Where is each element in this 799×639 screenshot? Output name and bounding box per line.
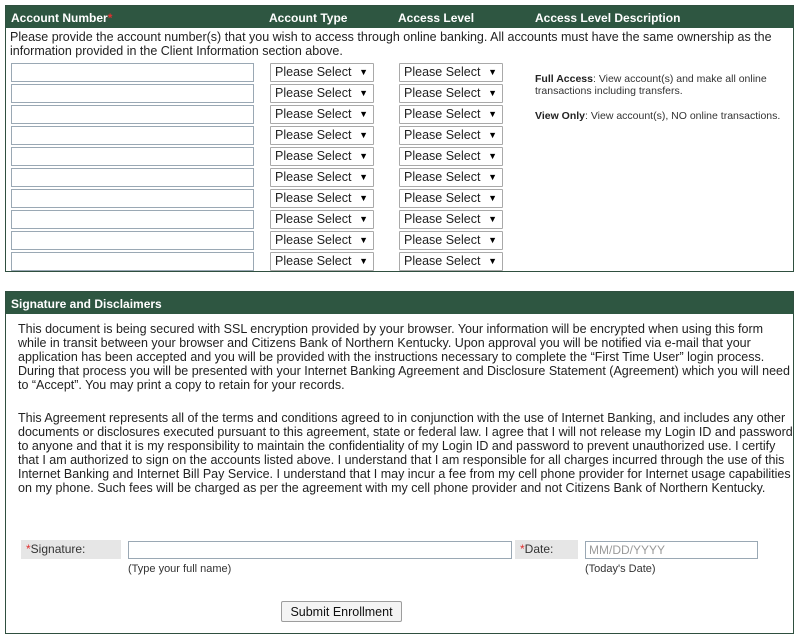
account-panel: [5, 5, 794, 272]
access-level-select[interactable]: Please Select ▼: [399, 105, 503, 124]
caret-down-icon: ▼: [359, 214, 368, 224]
account-instructions: Please provide the account number(s) that you wish to access through online banking. All accounts must have the same ownership as the information provided in the Client Information section above.: [10, 30, 772, 58]
submit-enrollment-button[interactable]: Submit Enrollment: [281, 601, 402, 622]
access-level-select[interactable]: Please Select ▼: [399, 252, 503, 271]
signature-input[interactable]: [128, 541, 512, 559]
account-number-input[interactable]: [11, 252, 254, 271]
account-type-select[interactable]: Please Select ▼: [270, 252, 374, 271]
caret-down-icon: ▼: [488, 109, 497, 119]
view-only-term: View Only: [535, 110, 585, 122]
caret-down-icon: ▼: [359, 151, 368, 161]
account-number-input[interactable]: [11, 126, 254, 145]
header-account-number: Account Number*: [11, 11, 113, 25]
account-row: [6, 231, 506, 250]
account-number-input[interactable]: [11, 210, 254, 229]
agreement-paragraph: This Agreement represents all of the terms and conditions agreed to in conjunction with the use of Internet Banking, and includes any other documents or disclosures executed pursuant to this agreement, state or federal law. I agree that I will not release my Login ID and password to anyone and that it is my responsibility to maintain the confidentiality of my Login ID and password to prevent unauthorized use. I certify that I am authorized to sign on the accounts listed above. I understand that I am responsible for all charges incurred through the use of this Internet Banking and Internet Bill Pay Service. I understand that I may incur a fee from my cell phone provider for Internet usage capabilities on my phone. Such fees will be charged as per the agreement with my cell phone provider and not Citizens Bank of Northern Kentucky.: [18, 411, 793, 495]
signature-label: *Signature:: [21, 540, 121, 559]
account-number-input[interactable]: [11, 105, 254, 124]
caret-down-icon: ▼: [488, 193, 497, 203]
access-level-select[interactable]: Please Select ▼: [399, 126, 503, 145]
signature-panel: [5, 291, 794, 634]
signature-panel-header: [6, 292, 793, 314]
access-level-select[interactable]: Please Select ▼: [399, 210, 503, 229]
date-hint: (Today's Date): [585, 563, 656, 575]
caret-down-icon: ▼: [359, 67, 368, 77]
caret-down-icon: ▼: [359, 172, 368, 182]
caret-down-icon: ▼: [488, 130, 497, 140]
caret-down-icon: ▼: [359, 88, 368, 98]
signature-hint: (Type your full name): [128, 563, 232, 575]
account-number-input[interactable]: [11, 63, 254, 82]
caret-down-icon: ▼: [488, 235, 497, 245]
account-type-select[interactable]: Please Select ▼: [270, 126, 374, 145]
access-level-select[interactable]: Please Select ▼: [399, 147, 503, 166]
account-row: [6, 168, 506, 187]
access-level-select[interactable]: Please Select ▼: [399, 168, 503, 187]
view-only-description: View Only: View account(s), NO online transactions.: [535, 110, 781, 122]
account-row: [6, 126, 506, 145]
caret-down-icon: ▼: [488, 88, 497, 98]
account-row: [6, 252, 506, 271]
caret-down-icon: ▼: [359, 109, 368, 119]
caret-down-icon: ▼: [359, 256, 368, 266]
account-type-select[interactable]: Please Select ▼: [270, 105, 374, 124]
access-level-select[interactable]: Please Select ▼: [399, 84, 503, 103]
header-access-level: Access Level: [398, 11, 475, 25]
account-number-input[interactable]: [11, 147, 254, 166]
caret-down-icon: ▼: [359, 130, 368, 140]
caret-down-icon: ▼: [488, 151, 497, 161]
header-access-level-description: Access Level Description: [535, 11, 681, 25]
full-access-term: Full Access: [535, 73, 593, 85]
account-row: [6, 63, 506, 82]
account-number-input[interactable]: [11, 168, 254, 187]
access-level-select[interactable]: Please Select ▼: [399, 63, 503, 82]
account-type-select[interactable]: Please Select ▼: [270, 84, 374, 103]
caret-down-icon: ▼: [359, 193, 368, 203]
account-type-select[interactable]: Please Select ▼: [270, 231, 374, 250]
header-account-type: Account Type: [269, 11, 348, 25]
full-access-description: Full Access: View account(s) and make all online transactions including transfers.: [535, 73, 767, 97]
account-type-select[interactable]: Please Select ▼: [270, 210, 374, 229]
account-table-header: [6, 6, 793, 28]
account-row: [6, 84, 506, 103]
date-input[interactable]: [585, 541, 758, 559]
account-row: [6, 189, 506, 208]
account-type-select[interactable]: Please Select ▼: [270, 168, 374, 187]
signature-section-title: Signature and Disclaimers: [11, 297, 162, 311]
access-level-select[interactable]: Please Select ▼: [399, 189, 503, 208]
caret-down-icon: ▼: [488, 256, 497, 266]
caret-down-icon: ▼: [488, 214, 497, 224]
account-type-select[interactable]: Please Select ▼: [270, 189, 374, 208]
account-row: [6, 105, 506, 124]
account-number-input[interactable]: [11, 189, 254, 208]
required-mark: *: [107, 11, 113, 25]
ssl-disclaimer-paragraph: This document is being secured with SSL encryption provided by your browser. Your information will be encrypted when using this form while in transit between your browser and Citizens Bank of Northern Kentucky. Upon approval you will be notified via e-mail that your application has been accepted and you will be provided with the instructions necessary to complete the “First Time User” login process. During that process you will be presented with your Internet Banking Agreement and Disclosure Statement (Agreement) which you will need to “Accept”. You may print a copy to retain for your records.: [18, 322, 790, 392]
date-label: *Date:: [515, 540, 578, 559]
caret-down-icon: ▼: [359, 235, 368, 245]
access-level-select[interactable]: Please Select ▼: [399, 231, 503, 250]
account-number-input[interactable]: [11, 84, 254, 103]
caret-down-icon: ▼: [488, 67, 497, 77]
account-row: [6, 147, 506, 166]
account-row: [6, 210, 506, 229]
caret-down-icon: ▼: [488, 172, 497, 182]
account-type-select[interactable]: Please Select ▼: [270, 63, 374, 82]
account-type-select[interactable]: Please Select ▼: [270, 147, 374, 166]
account-number-input[interactable]: [11, 231, 254, 250]
